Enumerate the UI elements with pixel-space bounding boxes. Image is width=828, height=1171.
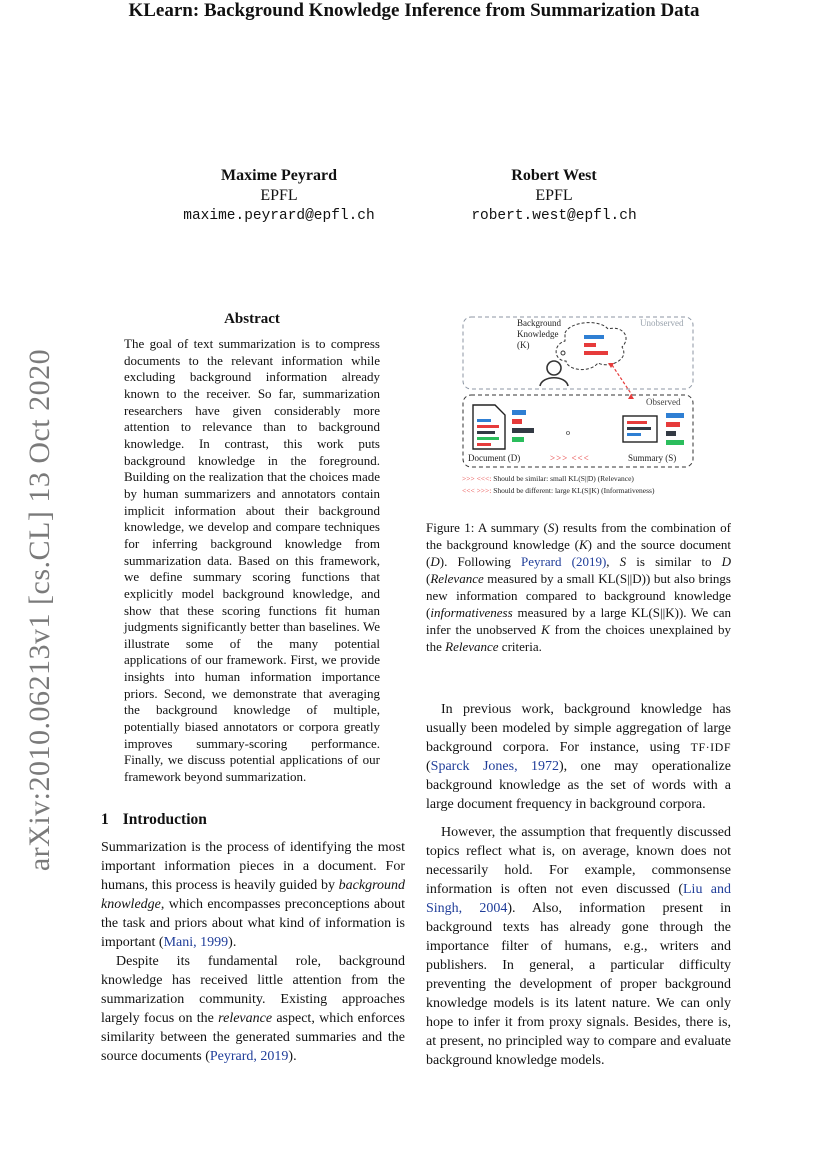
author-email: robert.west@epfl.ch xyxy=(471,208,637,224)
doc-bar xyxy=(512,428,534,433)
person-head-icon xyxy=(547,361,561,375)
intro-paragraph-1: Summarization is the process of identifying the most important information pieces in a document. For humans, this process is heavily guided by background knowledge, which encompasses preconceptions about the task and priors about what kind of information is important (Mani, 1999). xyxy=(101,840,405,950)
doc-bar xyxy=(512,437,524,442)
right-paragraph-2: However, the assumption that frequently discussed topics reflect what is, on average, known does not necessarily hold. For example, commonsense information is often not even discussed (Liu and Singh, 2004). Also, information present in background texts has already gone through the importance filter of humans, e.g., writers and publishers. In general, a particular difficulty preventing the development of proper background knowledge models is its latent nature. We can only hope to infer it from proxy signals. Besides, there is, at present, no principled way to compare and evaluate background knowledge models. xyxy=(426,825,732,1068)
summary-bar xyxy=(666,431,676,436)
author-block-1 xyxy=(149,166,409,226)
author-name: Maxime Peyrard xyxy=(221,167,337,184)
summary-bar xyxy=(666,440,684,445)
circle-symbol: o xyxy=(566,428,570,437)
author-block-2 xyxy=(424,166,684,226)
observed-label: Observed xyxy=(646,397,681,407)
document-label: Document (D) xyxy=(468,453,521,463)
arxiv-stamp-text: arXiv:2010.06213v1 [cs.CL] 13 Oct 2020 xyxy=(23,348,56,872)
figure-1-caption: Figure 1: A summary (S) results from the combination of the background knowledge (K) and the source document (D). Following Peyrard (2019), S is similar to D (Relevance measured by a small KL(S||D)) but also brings new information compared to background knowledge (informativeness measured by a large KL(S||K)). We can infer the unobserved K from the choices unexplained by the Relevance criteria. xyxy=(426,520,731,654)
abstract-text: The goal of text summarization is to compress documents to the relevant information while excluding background information already known to the receiver. So far, summarization researchers have given considerably more attention to relevance than to background knowledge. In contrast, this work puts background knowledge in the foreground. Building on the realization that the choices made by human summarizers and annotators contain implicit information about their background knowledge, we develop and compare techniques for inferring background knowledge from summarization data. Based on this framework, we define summary scoring functions that explicitly model background knowledge, and show that these scoring functions fit human judgments significantly better than baselines. We illustrate some of the many potential applications of our framework. First, we provide insights into human information importance priors. Second, we demonstrate that averaging the background knowledge of multiple, potentially biased annotators or corpora greatly improves summary-scoring performance. Finally, we discuss potential applications of our framework beyond summarization. xyxy=(124,336,380,785)
summary-bar xyxy=(666,422,680,427)
bk-label-line1: Background xyxy=(517,318,561,328)
thought-bubble-small xyxy=(561,351,565,355)
summary-bar xyxy=(666,413,684,418)
section-number: 1 xyxy=(101,811,109,828)
bk-label-line3: (K) xyxy=(517,340,530,350)
right-column-body xyxy=(426,700,731,1070)
kl-arrow xyxy=(612,365,632,395)
citation-link[interactable]: Peyrard (2019) xyxy=(521,554,607,569)
author-name: Robert West xyxy=(511,167,597,184)
section-heading xyxy=(101,811,207,829)
citation-link[interactable]: Peyrard, 2019 xyxy=(209,1049,289,1064)
section-title: Introduction xyxy=(122,811,207,828)
summary-label: Summary (S) xyxy=(628,453,677,463)
left-column-body xyxy=(101,838,405,1066)
doc-bar xyxy=(512,419,522,424)
abstract-heading: Abstract xyxy=(224,311,280,327)
paper-title: KLearn: Background Knowledge Inference from Summarization Data xyxy=(128,0,700,21)
author-email: maxime.peyrard@epfl.ch xyxy=(183,208,375,224)
right-paragraph-1: In previous work, background knowledge has usually been modeled by simple aggregation of large background corpora. For instance, using TF·IDF (Sparck Jones, 1972), one may operationalize background knowledge as the set of words with a large document frequency in background corpora. xyxy=(426,702,731,812)
doc-bar xyxy=(512,410,526,415)
similar-arrows: >>> <<< xyxy=(550,453,590,463)
citation-link[interactable]: Sparck Jones, 1972 xyxy=(430,759,559,774)
cloud-bar-red xyxy=(584,343,596,347)
legend-relevance: >>> <<<: Should be similar: small KL(S||D) (Relevance) xyxy=(462,474,634,483)
bk-label-line2: Knowledge xyxy=(517,329,559,339)
author-affiliation: EPFL xyxy=(535,187,573,204)
author-affiliation: EPFL xyxy=(260,187,298,204)
figure-1-diagram xyxy=(460,313,700,498)
citation-link[interactable]: Mani, 1999 xyxy=(163,935,229,950)
cloud-bar-red2 xyxy=(584,351,608,355)
person-body-icon xyxy=(540,378,568,386)
citation-link[interactable]: Liu and Singh, 2004 xyxy=(426,882,732,916)
intro-paragraph-2: Despite its fundamental role, background knowledge has received little attention from the summarization community. Existing approaches largely focus on the relevance aspect, which enforces similarity between the generated summaries and the source documents (Peyrard, 2019). xyxy=(101,954,406,1064)
legend-informativeness: <<< >>>: Should be different: large KL(S||K) (Informativeness) xyxy=(462,486,655,495)
unobserved-label: Unobserved xyxy=(640,318,684,328)
cloud-bar-blue xyxy=(584,335,604,339)
